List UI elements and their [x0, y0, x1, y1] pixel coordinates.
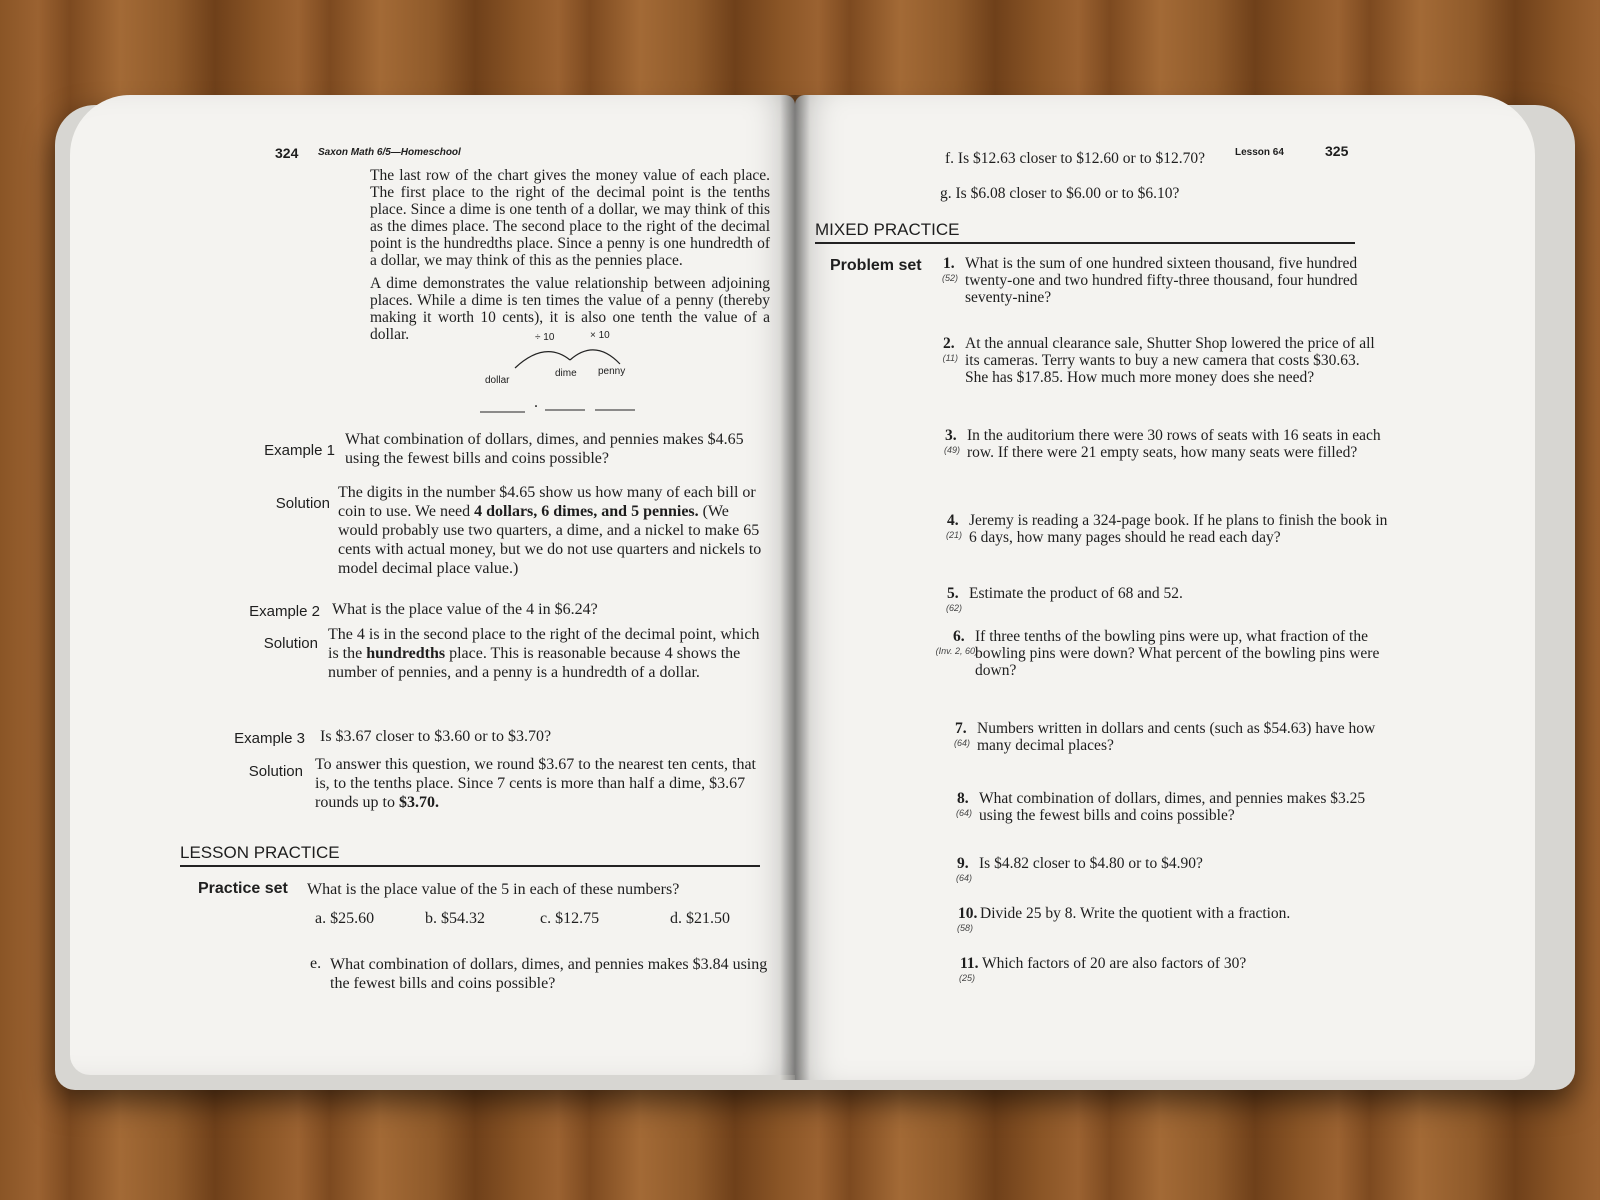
problem-number: 4.: [947, 512, 959, 529]
problem-text: In the auditorium there were 30 rows of seats with 16 seats in each row. If there were 21 empty seats, how many seats were filled?: [967, 427, 1381, 461]
problem-number: 9.: [957, 855, 969, 872]
lesson-label: Lesson 64: [1235, 147, 1284, 158]
problem-number: 1.: [943, 255, 955, 272]
practice-e-text: What combination of dollars, dimes, and pennies makes $3.84 using the fewest bills and coins possible?: [330, 956, 768, 992]
problem-lesson-ref: (49): [943, 445, 960, 455]
times-ten-label: × 10: [590, 330, 610, 341]
problem-lesson-ref: (64): [953, 738, 970, 748]
problem-number: 2.: [943, 335, 955, 352]
mixed-practice-rule: [815, 242, 1355, 244]
example2-solution-label: Solution: [263, 635, 318, 652]
problem-text: Divide 25 by 8. Write the quotient with a fraction.: [980, 905, 1291, 922]
problem-lesson-ref: (64): [955, 808, 972, 818]
example1-solution-label: Solution: [275, 495, 330, 512]
mixed-practice-heading: MIXED PRACTICE: [815, 220, 960, 239]
lesson-practice-rule: [180, 865, 760, 867]
problem-text: Is $4.82 closer to $4.80 or to $4.90?: [979, 855, 1203, 872]
example3-solution-text: To answer this question, we round $3.67 to the nearest ten cents, that is, to the tenths place. Since 7 cents is more than half a dime, $3.67 rounds up to: [315, 756, 756, 811]
example2-solution-text: The 4 is in the second place to the right of the decimal point, which is the: [328, 626, 760, 662]
problem-number: 6.: [953, 628, 965, 645]
dollar-label: dollar: [485, 375, 510, 386]
problem-lesson-ref: (11): [942, 353, 958, 363]
example3-solution-label: Solution: [248, 763, 303, 780]
practice-set-prompt: What is the place value of the 5 in each of these numbers?: [307, 881, 680, 898]
book-gutter: [780, 95, 810, 1080]
example2-label: Example 2: [249, 603, 320, 620]
example3-solution: [315, 755, 765, 812]
decimal-point: .: [534, 394, 538, 411]
example1-solution: [338, 483, 768, 578]
divide-by-ten-label: ÷ 10: [535, 332, 555, 343]
practice-set-label: Practice set: [198, 880, 288, 897]
problem-set-label: Problem set: [830, 257, 922, 274]
problem-number: 3.: [945, 427, 957, 444]
problem-text: At the annual clearance sale, Shutter Shop lowered the price of all its cameras. Terry wants to buy a new camera that costs $30.63. She has $17.85. How much more money does she need?: [965, 335, 1375, 386]
problem-text: Jeremy is reading a 324-page book. If he plans to finish the book in 6 days, how many pages should he read each day?: [969, 512, 1388, 546]
problem-lesson-ref: (25): [958, 973, 975, 983]
example1-solution-note: (We would probably use two quarters, a dime, and a nickel to make 65 cents with actual money, but we do not use quarters and nickels to model decimal place value.): [338, 503, 762, 577]
intro-paragraph: The last row of the chart gives the money value of each place. The first place to the right of the decimal point is the tenths place. Since a dime is one tenth of a dollar, we may think of this as the dimes place. The second place to the right of the decimal point is the hundredths place. Since a penny is one hundredth of a dollar, we may think of this as the pennies place.: [370, 167, 770, 269]
dime-label: dime: [555, 368, 577, 379]
running-title: Saxon Math 6/5—Homeschool: [318, 147, 461, 158]
example1-question: What combination of dollars, dimes, and pennies makes $4.65 using the fewest bills and coins possible?: [345, 431, 744, 467]
practice-choice-d: d. $21.50: [670, 910, 730, 927]
practice-item-f: f. Is $12.63 closer to $12.60 or to $12.70?: [945, 150, 1206, 167]
problem-lesson-ref: (64): [955, 873, 972, 883]
problem-text: Estimate the product of 68 and 52.: [969, 585, 1183, 602]
practice-item-g: g. Is $6.08 closer to $6.00 or to $6.10?: [940, 185, 1180, 202]
problem-text: Which factors of 20 are also factors of 30?: [982, 955, 1247, 972]
problem-text: If three tenths of the bowling pins were up, what fraction of the bowling pins were down? What percent of the bowling pins were down?: [975, 628, 1380, 679]
practice-choice-b: b. $54.32: [425, 910, 485, 927]
problem-lesson-ref: (52): [941, 273, 958, 283]
example2-solution-answer: hundredths: [366, 645, 446, 662]
penny-label: penny: [598, 366, 626, 377]
practice-e-letter: e.: [310, 955, 322, 972]
practice-choice-c: c. $12.75: [540, 910, 600, 927]
right-page: [795, 95, 1535, 1080]
problem-number: 7.: [955, 720, 967, 737]
example2-question: What is the place value of the 4 in $6.24?: [332, 601, 598, 618]
lesson-practice-heading: LESSON PRACTICE: [180, 843, 340, 862]
example2-solution-note: place. This is reasonable because 4 shows the number of pennies, and a penny is a hundredth of a dollar.: [328, 645, 741, 681]
problem-text: What is the sum of one hundred sixteen thousand, five hundred twenty-one and two hundred fifty-three thousand, four hundred seventy-nine?: [965, 255, 1358, 306]
place-value-diagram: [470, 330, 670, 420]
example1-solution-text: The digits in the number $4.65 show us how many of each bill or coin to use. We need: [338, 484, 756, 520]
example3-solution-answer: $3.70.: [399, 794, 439, 811]
problem-lesson-ref: (Inv. 2, 60): [935, 646, 978, 656]
dime-paragraph: A dime demonstrates the value relationship between adjoining places. While a dime is ten times the value of a penny (thereby making it worth 10 cents), it is also one tenth the value of a dollar.: [370, 275, 770, 343]
example2-solution: [328, 625, 768, 682]
left-page: [70, 95, 795, 1075]
problem-text: Numbers written in dollars and cents (such as $54.63) have how many decimal places?: [977, 720, 1376, 754]
problem-number: 10.: [958, 905, 978, 922]
practice-choice-a: a. $25.60: [315, 910, 375, 927]
right-page-number: 325: [1325, 143, 1349, 159]
left-page-number: 324: [275, 145, 299, 161]
example3-label: Example 3: [234, 730, 305, 747]
problem-number: 8.: [957, 790, 969, 807]
problem-lesson-ref: (58): [956, 923, 973, 933]
example1-solution-answer: 4 dollars, 6 dimes, and 5 pennies.: [474, 503, 699, 520]
example1-label: Example 1: [264, 442, 335, 459]
problem-text: What combination of dollars, dimes, and pennies makes $3.25 using the fewest bills and coins possible?: [979, 790, 1366, 824]
problem-number: 5.: [947, 585, 959, 602]
problem-number: 11.: [960, 955, 979, 972]
example3-question: Is $3.67 closer to $3.60 or to $3.70?: [320, 728, 552, 745]
problem-lesson-ref: (62): [945, 603, 962, 613]
problem-lesson-ref: (21): [945, 530, 962, 540]
